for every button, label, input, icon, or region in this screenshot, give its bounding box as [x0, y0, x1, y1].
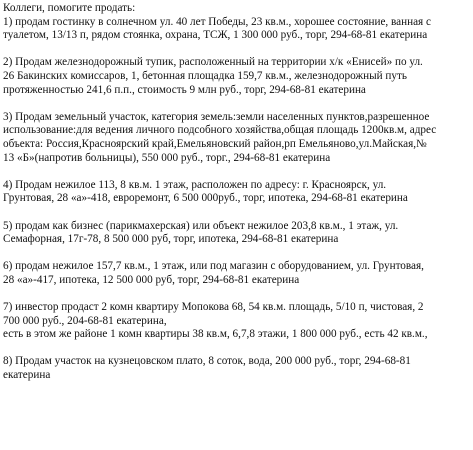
listing-line: 6) продам нежилое 157,7 кв.м., 1 этаж, или под магазин с оборудованием, ул. Грунтовая, — [3, 260, 424, 273]
paragraph-gap — [3, 206, 470, 220]
paragraph-gap — [3, 287, 470, 301]
listing-1 — [3, 16, 470, 43]
listing-line: екатерина — [3, 369, 51, 382]
paragraph-gap — [3, 97, 470, 111]
listing-line: 700 000 руб., 204-68-81 екатерина, — [3, 314, 167, 327]
listing-5 — [3, 220, 470, 247]
listing-line: использование:для ведения личного подсобного хозяйства,общая площадь 1200кв.м, адрес — [3, 124, 437, 137]
listing-4 — [3, 179, 470, 206]
listing-line: 13 «Б»(напротив больницы), 550 000 руб., торг., 294-68-81 екатерина — [3, 151, 331, 164]
listing-line: 26 Бакинских комиссаров, 1, бетонная площадка 159,7 кв.м., железнодорожный путь — [3, 69, 407, 82]
greeting-line: Коллеги, помогите продать: — [3, 2, 136, 14]
listing-line: есть в этом же районе 1 комн квартиры 38 кв.м, 6,7,8 этажи, 1 800 000 руб., есть 42 кв.м., — [3, 328, 428, 341]
listing-line: 5) продам как бизнес (парикмахерская) или объект нежилое 203,8 кв.м., 1 этаж, ул. — [3, 219, 399, 232]
listing-line: 3) Продам земельный участок, категория земель:земли населенных пунктов,разрешенное — [3, 110, 430, 123]
document-body — [3, 2, 470, 383]
paragraph-gap — [3, 43, 470, 57]
listing-3 — [3, 111, 470, 165]
listing-line: 8) Продам участок на кузнецовском плато, 8 соток, вода, 200 000 руб., торг, 294-68-81 — [3, 355, 411, 368]
listing-line: 4) Продам нежилое 113, 8 кв.м. 1 этаж, расположен по адресу: г. Красноярск, ул. — [3, 178, 387, 191]
listing-line: 7) инвестор продаст 2 комн квартиру Мопокова 68, 54 кв.м. площадь, 5/10 п, чистовая, 2 — [3, 301, 424, 314]
listing-line: 2) Продам железнодорожный тупик, расположенный на территории х/к «Енисей» по ул. — [3, 56, 423, 69]
paragraph-gap — [3, 165, 470, 179]
listing-line: Семафорная, 17г-78, 8 500 000 руб, торг, ипотека, 294-68-81 екатерина — [3, 233, 339, 246]
listing-line: объекта: Россия,Красноярский край,Емельяновский район,рп Емельяново,ул.Майская,№ — [3, 137, 427, 150]
paragraph-gap — [3, 342, 470, 356]
listing-2 — [3, 56, 470, 97]
paragraph-gap — [3, 247, 470, 261]
listing-6 — [3, 260, 470, 287]
listing-line: туалетом, 13/13 п, рядом стоянка, охрана, ТСЖ, 1 300 000 руб., торг, 294-68-81 екатерина — [3, 29, 428, 42]
listing-line: 28 «а»-417, ипотека, 12 500 000 руб, торг, 294-68-81 екатерина — [3, 273, 300, 286]
listing-line: протяженностью 241,6 п.п., стоимость 9 млн руб., торг, 294-68-81 екатерина — [3, 83, 366, 96]
listing-line: 1) продам гостинку в солнечном ул. 40 лет Победы, 23 кв.м., хорошее состояние, ванная с — [3, 15, 431, 28]
listing-line: Грунтовая, 28 «а»-418, евроремонт, 6 500 000руб., торг, ипотека, 294-68-81 екатерина — [3, 192, 408, 205]
listing-7 — [3, 301, 470, 342]
listing-8 — [3, 355, 470, 382]
